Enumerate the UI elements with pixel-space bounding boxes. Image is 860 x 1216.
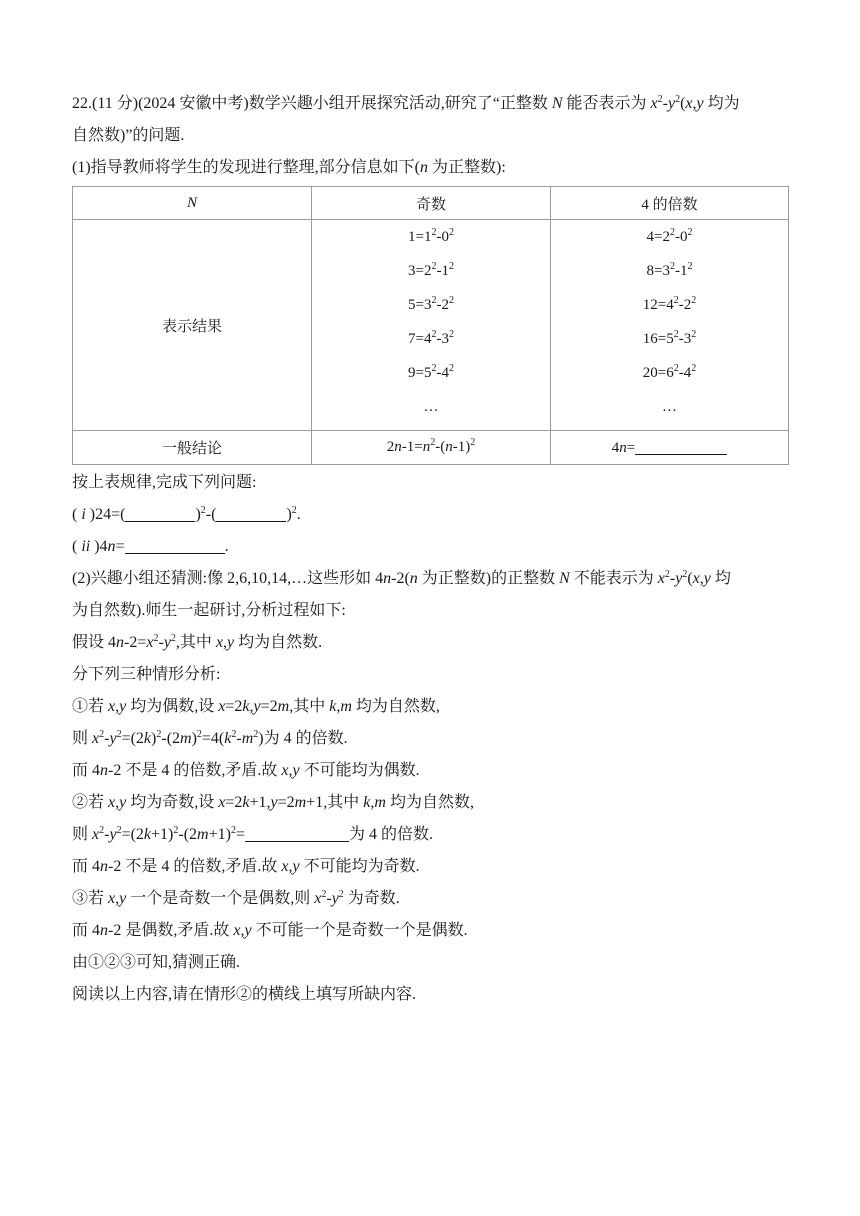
part2-line1: (2)兴趣小组还猜测:像 2,6,10,14,…这些形如 4n-2(n 为正整数)的正整数 N 不能表示为 $x^2-y^2(x,y$ 均 [72, 569, 731, 587]
answer-blank[interactable] [635, 438, 727, 455]
case2-line2: 则 $x^2-y^2=(2k+1)^2-(2m+1)^2=$ 为 4 的倍数. [72, 825, 434, 843]
odd-item: $9=5^2-4^2$ [408, 363, 454, 381]
odd-item: $1=1^2-0^2$ [408, 227, 454, 245]
header-multiple-of-4: 4 的倍数 [551, 187, 789, 220]
case1-line2: 则 $x^2-y^2=(2k)^2-(2m)^2=4(k^2-m^2)$为 4 的倍数. [72, 729, 348, 747]
mult4-item: $12=4^2-2^2$ [642, 295, 697, 313]
case2-line3: 而 4n-2 不是 4 的倍数,矛盾.故 x,y 不可能均为奇数. [72, 858, 420, 875]
odd-item: $3=2^2-1^2$ [408, 261, 454, 279]
table-row-general [73, 431, 789, 465]
answer-blank[interactable] [216, 505, 286, 522]
case1-line1: ①若 x,y 均为偶数,设 x=2k,y=2m,其中 k,m 均为自然数, [72, 698, 440, 715]
case2-line1: ②若 x,y 均为奇数,设 x=2k+1,y=2m+1,其中 k,m 均为自然数, [72, 794, 474, 811]
mult4-item: $8=3^2-1^2$ [646, 261, 693, 279]
ellipsis: … [423, 399, 439, 415]
row-label-general: 一般结论 [73, 431, 312, 465]
part2-assumption: 假设 $4n-2=x^2-y^2$,其中 x,y 均为自然数. [72, 633, 323, 651]
row-label-results: 表示结果 [73, 220, 312, 431]
general-odd: $2n-1=n^2-(n-1)^2$ [312, 431, 551, 465]
part2-cases-intro: 分下列三种情形分析: [72, 666, 221, 683]
question-i: ( i )24=( )$^2$-( )$^2$. [72, 505, 301, 523]
mult4-item: $4=2^2-0^2$ [646, 227, 693, 245]
part2-line2: 为自然数).师生一起研讨,分析过程如下: [72, 602, 346, 619]
problem-score: (11 分) [92, 95, 139, 112]
header-n: N [186, 194, 197, 211]
case3-line2: 而 4n-2 是偶数,矛盾.故 x,y 不可能一个是奇数一个是偶数. [72, 922, 468, 939]
problem-source: (2024 安徽中考) [138, 95, 249, 112]
table-header-row [73, 187, 789, 220]
mult4-item: $16=5^2-3^2$ [642, 329, 697, 347]
results-table [72, 186, 789, 465]
problem-heading-cont: 自然数)”的问题. [72, 127, 185, 144]
question-ii: ( ii )4n= . [72, 538, 229, 555]
questions-lead: 按上表规律,完成下列问题: [72, 474, 257, 491]
problem-number: 22. [72, 95, 92, 112]
header-odd: 奇数 [312, 187, 551, 220]
odd-item: $7=4^2-3^2$ [408, 329, 454, 347]
general-multiple-of-4: 4n= [551, 431, 789, 465]
odd-results [312, 220, 551, 431]
odd-item: $5=3^2-2^2$ [408, 295, 454, 313]
answer-blank[interactable] [245, 825, 349, 842]
case1-line3: 而 4n-2 不是 4 的倍数,矛盾.故 x,y 不可能均为偶数. [72, 762, 420, 779]
instruction: 阅读以上内容,请在情形②的横线上填写所缺内容. [72, 986, 417, 1003]
case3-line1: ③若 x,y 一个是奇数一个是偶数,则 $x^2-y^2$ 为奇数. [72, 889, 400, 907]
conclusion: 由①②③可知,猜测正确. [72, 954, 241, 971]
mult4-item: $20=6^2-4^2$ [642, 363, 697, 381]
multiple-of-4-results [551, 220, 789, 431]
problem-22 [72, 88, 792, 1011]
ellipsis: … [662, 399, 677, 415]
answer-blank[interactable] [125, 537, 225, 554]
answer-blank[interactable] [125, 505, 195, 522]
problem-heading: 22.(11 分)(2024 安徽中考)数学兴趣小组开展探究活动,研究了“正整数 N 能否表示为 $x^2-y^2(x,y$ 均为 [72, 94, 740, 112]
part1-intro: (1)指导教师将学生的发现进行整理,部分信息如下(n 为正整数): [72, 159, 506, 176]
table-row-results [73, 220, 789, 431]
